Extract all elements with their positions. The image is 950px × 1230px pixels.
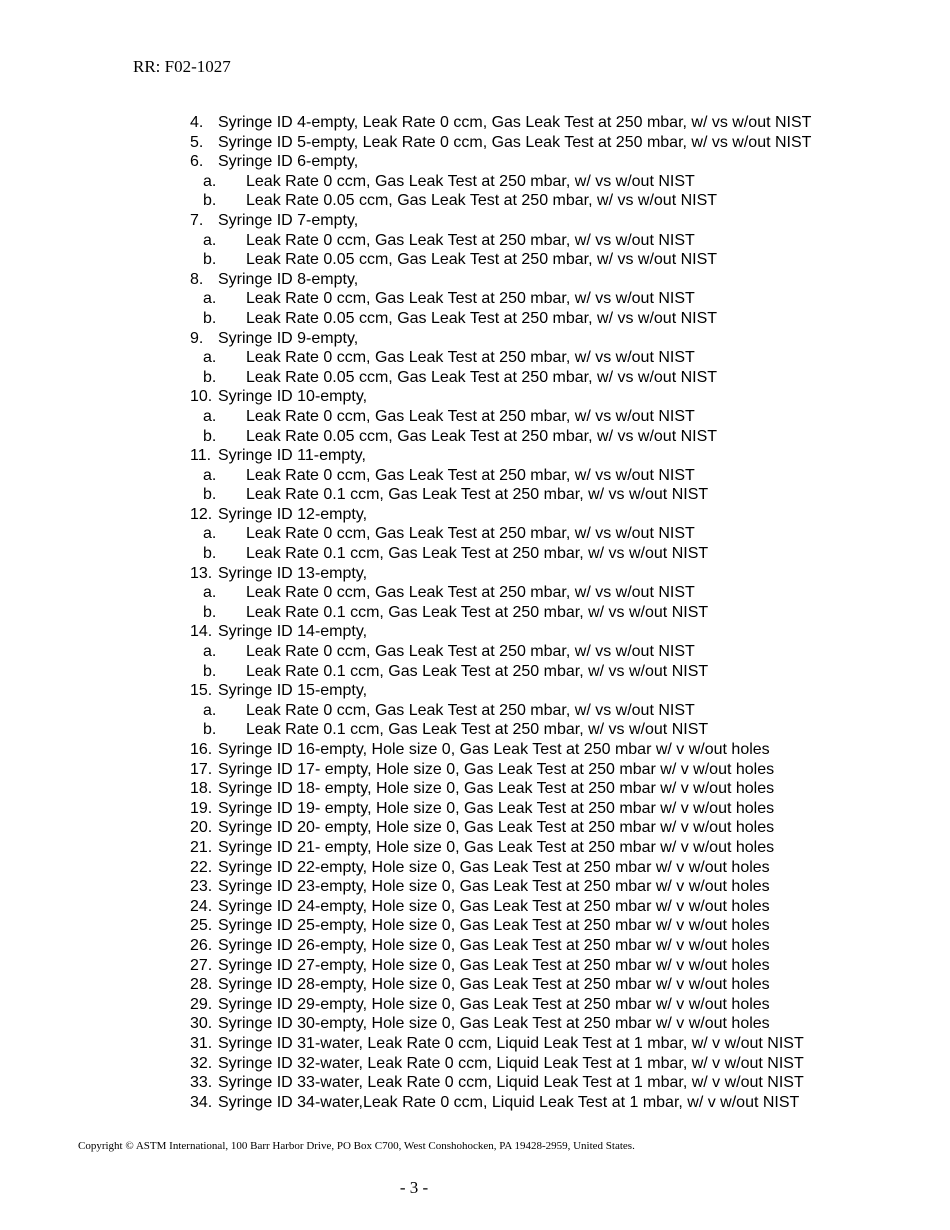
sub-list-item [190, 524, 910, 544]
sub-list-item-text: Leak Rate 0 ccm, Gas Leak Test at 250 mbar, w/ vs w/out NIST [246, 290, 695, 308]
sub-list-item-text: Leak Rate 0 ccm, Gas Leak Test at 250 mbar, w/ vs w/out NIST [246, 466, 695, 484]
sub-list-item-letter: a. [203, 407, 217, 425]
sub-list-item [190, 407, 910, 427]
sub-list-item-text: Leak Rate 0 ccm, Gas Leak Test at 250 mbar, w/ vs w/out NIST [246, 643, 695, 661]
list-item [190, 760, 910, 780]
list-item-number: 30. [190, 1015, 213, 1033]
list-item-text: Syringe ID 17- empty, Hole size 0, Gas Leak Test at 250 mbar w/ v w/out holes [218, 760, 775, 778]
sub-list-item-text: Leak Rate 0 ccm, Gas Leak Test at 250 mbar, w/ vs w/out NIST [246, 525, 695, 543]
sub-list-item-text: Leak Rate 0.1 ccm, Gas Leak Test at 250 mbar, w/ vs w/out NIST [246, 486, 709, 504]
sub-list-item-text: Leak Rate 0.05 ccm, Gas Leak Test at 250 mbar, w/ vs w/out NIST [246, 192, 718, 210]
sub-list-item [190, 368, 910, 388]
list-item [190, 1093, 910, 1113]
list-item-text: Syringe ID 32-water, Leak Rate 0 ccm, Liquid Leak Test at 1 mbar, w/ v w/out NIST [218, 1054, 804, 1072]
list-item-text: Syringe ID 33-water, Leak Rate 0 ccm, Liquid Leak Test at 1 mbar, w/ v w/out NIST [218, 1074, 804, 1092]
sub-list-item [190, 191, 910, 211]
list-item [190, 113, 910, 133]
sub-list-item [190, 250, 910, 270]
page-number: - 3 - [399, 1178, 429, 1197]
list-item-text: Syringe ID 14-empty, [218, 623, 368, 641]
document-header: RR: F02-1027 [133, 57, 231, 76]
sub-list-item-letter: a. [203, 584, 217, 602]
sub-list-item-text: Leak Rate 0.05 ccm, Gas Leak Test at 250 mbar, w/ vs w/out NIST [246, 368, 718, 386]
list-item [190, 1073, 910, 1093]
sub-list-item-text: Leak Rate 0 ccm, Gas Leak Test at 250 mbar, w/ vs w/out NIST [246, 701, 695, 719]
list-item-text: Syringe ID 24-empty, Hole size 0, Gas Leak Test at 250 mbar w/ v w/out holes [218, 897, 770, 915]
list-item-text: Syringe ID 18- empty, Hole size 0, Gas Leak Test at 250 mbar w/ v w/out holes [218, 780, 775, 798]
sub-list-item-letter: b. [203, 368, 217, 386]
syringe-test-list [190, 113, 910, 1112]
list-item-text: Syringe ID 5-empty, Leak Rate 0 ccm, Gas Leak Test at 250 mbar, w/ vs w/out NIST [218, 133, 812, 151]
list-item-text: Syringe ID 28-empty, Hole size 0, Gas Leak Test at 250 mbar w/ v w/out holes [218, 976, 770, 994]
sub-list-item [190, 348, 910, 368]
list-item-text: Syringe ID 21- empty, Hole size 0, Gas Leak Test at 250 mbar w/ v w/out holes [218, 838, 775, 856]
list-item [190, 818, 910, 838]
sub-list-item-letter: b. [203, 721, 217, 739]
list-item-text: Syringe ID 4-empty, Leak Rate 0 ccm, Gas Leak Test at 250 mbar, w/ vs w/out NIST [218, 114, 812, 131]
list-item [190, 1054, 910, 1074]
list-item [190, 329, 910, 349]
list-item-number: 27. [190, 956, 213, 974]
sub-list-item-letter: a. [203, 525, 217, 543]
list-item [190, 1014, 910, 1034]
list-item-number: 25. [190, 917, 213, 935]
list-item [190, 877, 910, 897]
sub-list-item [190, 662, 910, 682]
sub-list-item-text: Leak Rate 0.05 ccm, Gas Leak Test at 250 mbar, w/ vs w/out NIST [246, 251, 718, 269]
sub-list-item-text: Leak Rate 0.1 ccm, Gas Leak Test at 250 mbar, w/ vs w/out NIST [246, 603, 709, 621]
list-item [190, 838, 910, 858]
list-item-number: 11. [190, 447, 212, 465]
list-item-text: Syringe ID 9-empty, [218, 329, 359, 347]
sub-list-item [190, 642, 910, 662]
list-item-text: Syringe ID 27-empty, Hole size 0, Gas Leak Test at 250 mbar w/ v w/out holes [218, 956, 770, 974]
list-item-text: Syringe ID 31-water, Leak Rate 0 ccm, Liquid Leak Test at 1 mbar, w/ v w/out NIST [218, 1034, 804, 1052]
sub-list-item-letter: b. [203, 427, 217, 445]
sub-list-item [190, 466, 910, 486]
sub-list-item-text: Leak Rate 0.1 ccm, Gas Leak Test at 250 mbar, w/ vs w/out NIST [246, 721, 709, 739]
list-item-number: 29. [190, 995, 213, 1013]
list-item [190, 995, 910, 1015]
list-item-number: 7. [190, 211, 204, 229]
list-item [190, 916, 910, 936]
list-item-number: 10. [190, 388, 213, 406]
sub-list-item [190, 720, 910, 740]
list-item-text: Syringe ID 10-empty, [218, 388, 368, 406]
list-item-number: 15. [190, 682, 213, 700]
list-item [190, 152, 910, 172]
list-item-text: Syringe ID 29-empty, Hole size 0, Gas Leak Test at 250 mbar w/ v w/out holes [218, 995, 770, 1013]
list-item-text: Syringe ID 13-empty, [218, 564, 368, 582]
sub-list-item-letter: a. [203, 231, 217, 249]
sub-list-item [190, 289, 910, 309]
sub-list-item-text: Leak Rate 0 ccm, Gas Leak Test at 250 mbar, w/ vs w/out NIST [246, 172, 695, 190]
list-item-number: 18. [190, 780, 213, 798]
list-item-text: Syringe ID 30-empty, Hole size 0, Gas Leak Test at 250 mbar w/ v w/out holes [218, 1015, 770, 1033]
sub-list-item-text: Leak Rate 0.1 ccm, Gas Leak Test at 250 mbar, w/ vs w/out NIST [246, 662, 709, 680]
list-item-number: 20. [190, 819, 213, 837]
sub-list-item-text: Leak Rate 0 ccm, Gas Leak Test at 250 mbar, w/ vs w/out NIST [246, 349, 695, 367]
sub-list-item-text: Leak Rate 0.05 ccm, Gas Leak Test at 250 mbar, w/ vs w/out NIST [246, 427, 718, 445]
sub-list-item-letter: b. [203, 309, 217, 327]
list-item-number: 5. [190, 133, 204, 151]
list-item-number: 34. [190, 1093, 213, 1111]
list-item [190, 211, 910, 231]
list-item-text: Syringe ID 34-water,Leak Rate 0 ccm, Liquid Leak Test at 1 mbar, w/ v w/out NIST [218, 1093, 800, 1111]
list-item-text: Syringe ID 19- empty, Hole size 0, Gas Leak Test at 250 mbar w/ v w/out holes [218, 799, 775, 817]
list-item-number: 17. [190, 760, 213, 778]
sub-list-item-letter: a. [203, 349, 217, 367]
sub-list-item-letter: b. [203, 662, 217, 680]
list-item-text: Syringe ID 16-empty, Hole size 0, Gas Leak Test at 250 mbar w/ v w/out holes [218, 741, 770, 758]
list-item-number: 22. [190, 858, 213, 876]
list-item [190, 897, 910, 917]
sub-list-item-text: Leak Rate 0 ccm, Gas Leak Test at 250 mbar, w/ vs w/out NIST [246, 407, 695, 425]
list-item-number: 21. [190, 838, 213, 856]
list-item [190, 1034, 910, 1054]
sub-list-item-text: Leak Rate 0.05 ccm, Gas Leak Test at 250 mbar, w/ vs w/out NIST [246, 309, 718, 327]
sub-list-item-text: Leak Rate 0.1 ccm, Gas Leak Test at 250 mbar, w/ vs w/out NIST [246, 545, 709, 563]
list-item [190, 622, 910, 642]
list-item-number: 28. [190, 976, 213, 994]
list-item [190, 858, 910, 878]
list-item [190, 956, 910, 976]
list-item-number: 19. [190, 799, 213, 817]
list-item-text: Syringe ID 22-empty, Hole size 0, Gas Leak Test at 250 mbar w/ v w/out holes [218, 858, 770, 876]
list-item-number: 9. [190, 329, 204, 347]
sub-list-item-letter: b. [203, 486, 217, 504]
list-item-number: 24. [190, 897, 213, 915]
list-item [190, 564, 910, 584]
sub-list-item-text: Leak Rate 0 ccm, Gas Leak Test at 250 mbar, w/ vs w/out NIST [246, 584, 695, 602]
sub-list-item [190, 544, 910, 564]
sub-list-item [190, 231, 910, 251]
list-item-number: 26. [190, 936, 213, 954]
sub-list-item-letter: a. [203, 643, 217, 661]
list-item-number: 23. [190, 878, 213, 896]
list-item-text: Syringe ID 26-empty, Hole size 0, Gas Leak Test at 250 mbar w/ v w/out holes [218, 936, 770, 954]
list-item-number: 31. [190, 1034, 213, 1052]
copyright-footer: Copyright © ASTM International, 100 Barr Harbor Drive, PO Box C700, West Conshohocken, PA 19428-2959, United States. [78, 1140, 635, 1152]
sub-list-item [190, 172, 910, 192]
sub-list-item-letter: a. [203, 701, 217, 719]
list-item-text: Syringe ID 6-empty, [218, 153, 359, 171]
list-item-text: Syringe ID 15-empty, [218, 682, 368, 700]
sub-list-item [190, 309, 910, 329]
list-item-number: 12. [190, 505, 213, 523]
list-item-number: 14. [190, 623, 213, 641]
list-item [190, 740, 910, 760]
list-item-text: Syringe ID 25-empty, Hole size 0, Gas Leak Test at 250 mbar w/ v w/out holes [218, 917, 770, 935]
list-item-number: 32. [190, 1054, 213, 1072]
sub-list-item-letter: a. [203, 290, 217, 308]
list-item [190, 936, 910, 956]
list-item-number: 16. [190, 741, 213, 758]
list-item-number: 8. [190, 270, 204, 288]
list-item-text: Syringe ID 12-empty, [218, 505, 368, 523]
list-item-text: Syringe ID 11-empty, [218, 447, 366, 465]
sub-list-item-letter: b. [203, 251, 217, 269]
list-item [190, 779, 910, 799]
sub-list-item [190, 427, 910, 447]
sub-list-item [190, 603, 910, 623]
sub-list-item-letter: b. [203, 192, 217, 210]
sub-list-item-letter: b. [203, 545, 217, 563]
list-item [190, 681, 910, 701]
list-item-number: 33. [190, 1074, 213, 1092]
sub-list-item [190, 583, 910, 603]
list-item-text: Syringe ID 8-empty, [218, 270, 359, 288]
sub-list-item-letter: b. [203, 603, 217, 621]
list-item-text: Syringe ID 7-empty, [218, 211, 359, 229]
list-item-text: Syringe ID 20- empty, Hole size 0, Gas Leak Test at 250 mbar w/ v w/out holes [218, 819, 775, 837]
sub-list-item [190, 701, 910, 721]
list-item [190, 387, 910, 407]
list-item [190, 270, 910, 290]
sub-list-item-text: Leak Rate 0 ccm, Gas Leak Test at 250 mbar, w/ vs w/out NIST [246, 231, 695, 249]
list-item-number: 6. [190, 153, 204, 171]
list-item [190, 505, 910, 525]
sub-list-item-letter: a. [203, 172, 217, 190]
list-item [190, 446, 910, 466]
list-item-number: 4. [190, 114, 204, 131]
list-item [190, 133, 910, 153]
sub-list-item [190, 485, 910, 505]
list-item [190, 975, 910, 995]
sub-list-item-letter: a. [203, 466, 217, 484]
list-item [190, 799, 910, 819]
list-item-text: Syringe ID 23-empty, Hole size 0, Gas Leak Test at 250 mbar w/ v w/out holes [218, 878, 770, 896]
list-item-number: 13. [190, 564, 213, 582]
